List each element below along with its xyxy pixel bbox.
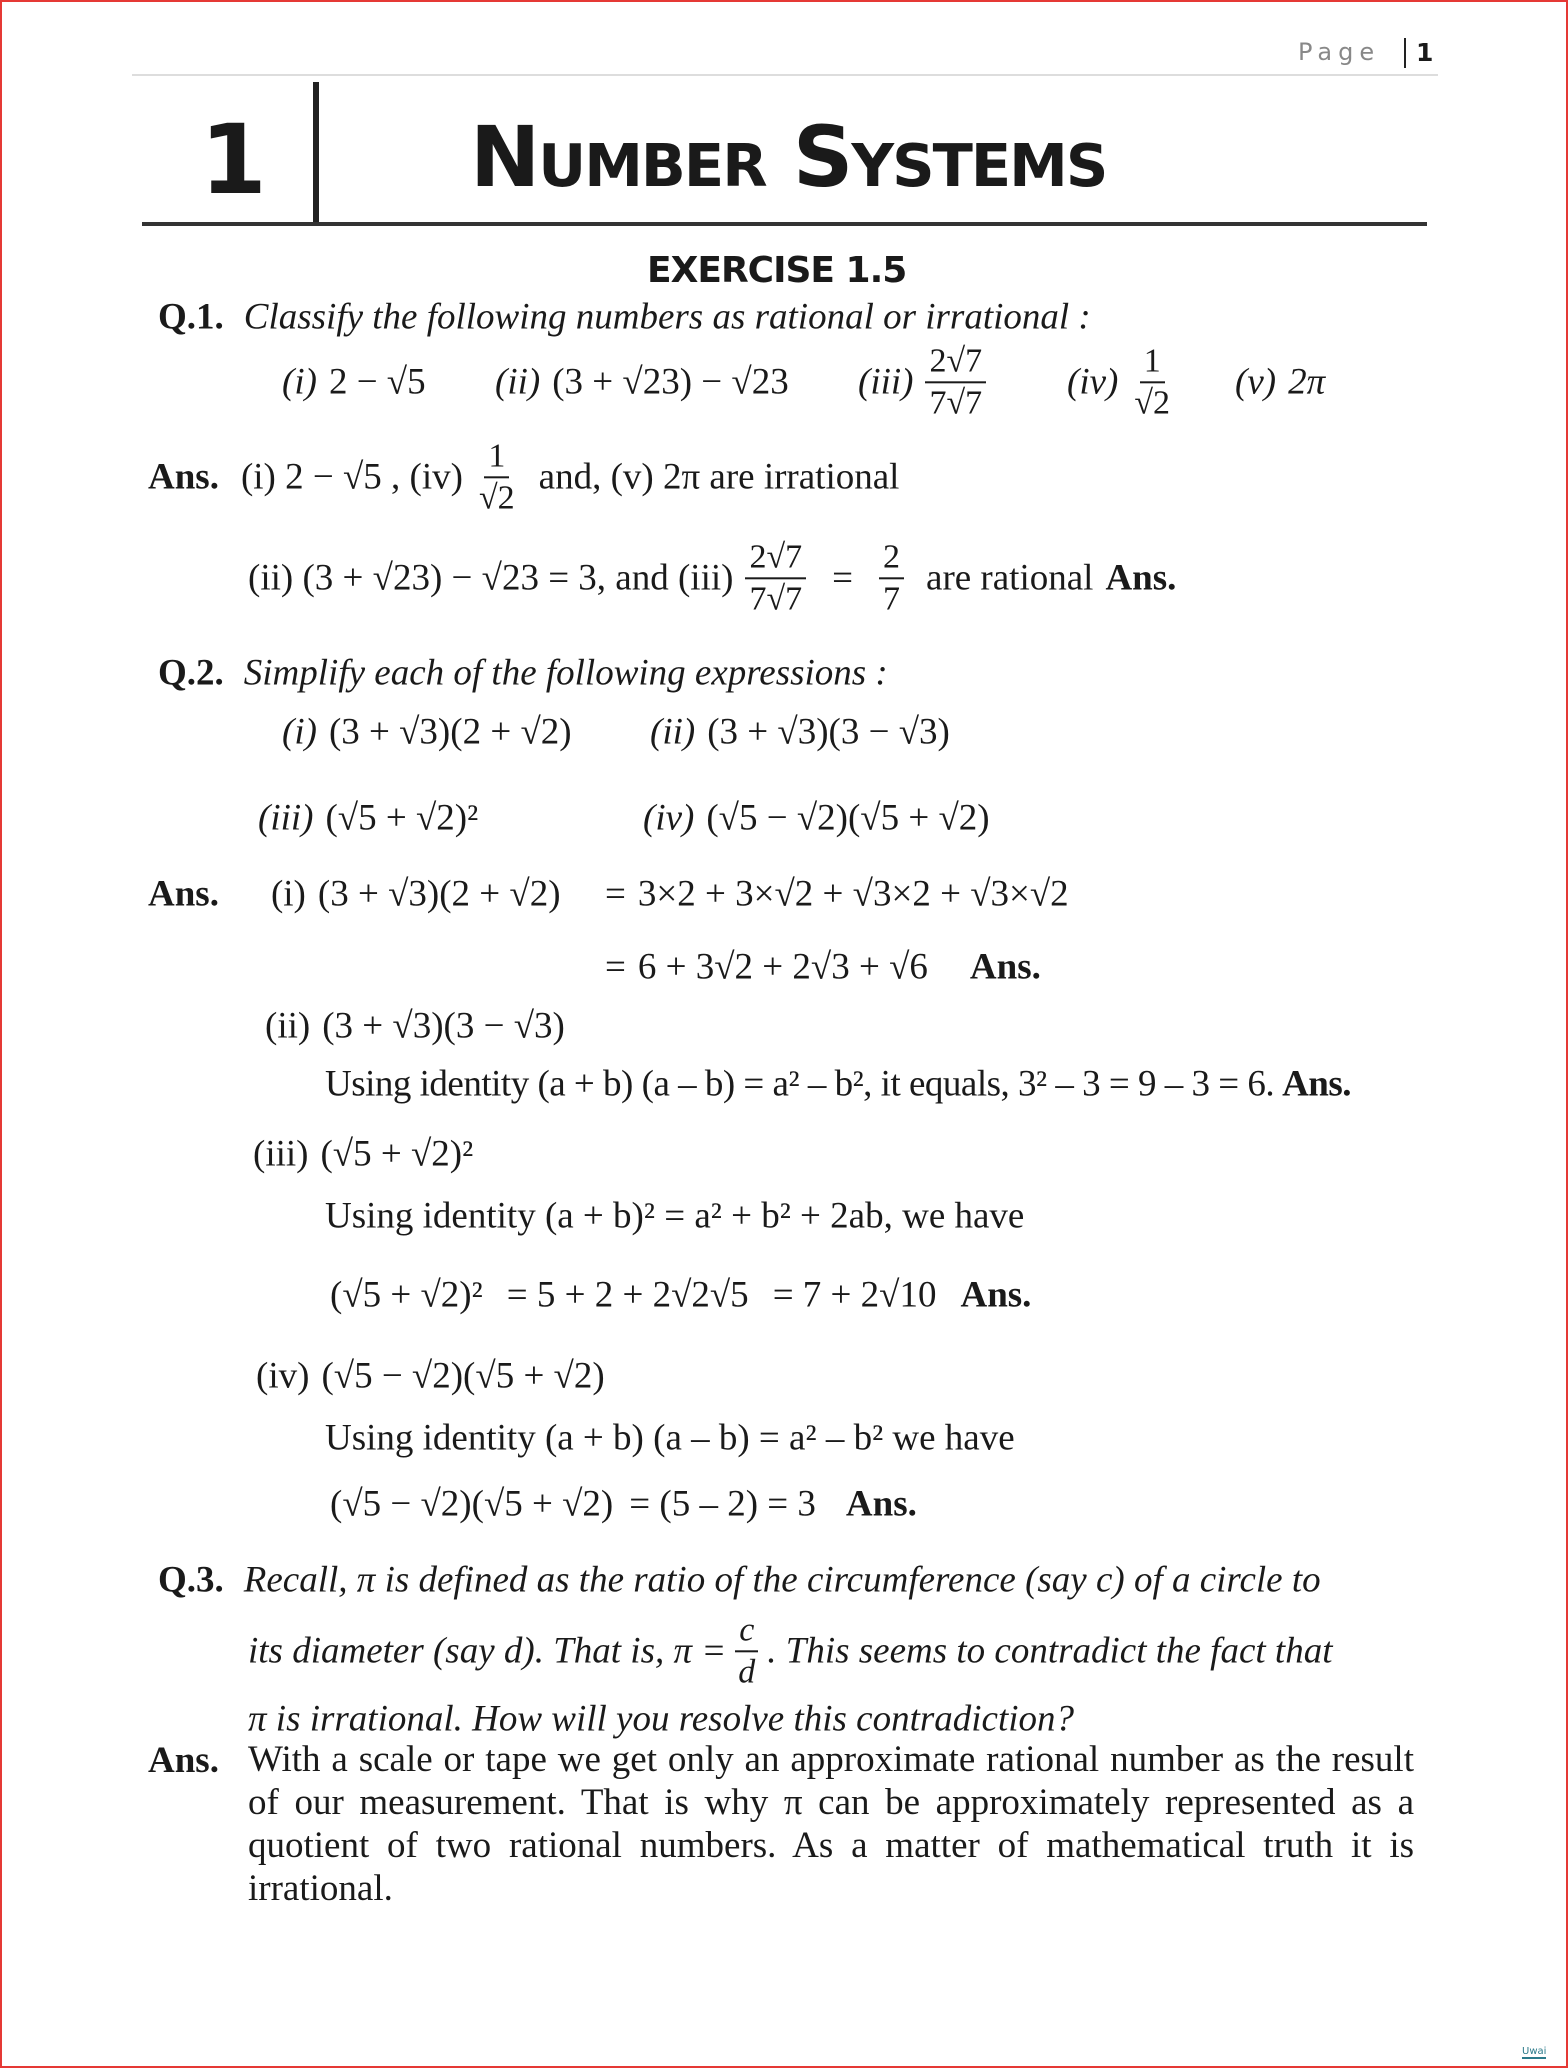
denominator: 7√7: [749, 580, 803, 617]
numerator: 1: [484, 438, 509, 478]
ans-text: Using identity (a + b) (a – b) = a² – b² we have: [325, 1417, 1015, 1459]
option-label: (iii): [258, 797, 314, 839]
q3-line-3: [248, 1698, 1074, 1741]
numerator: c: [735, 1612, 758, 1652]
option-expr: (3 + √23) − √23: [552, 361, 789, 403]
exercise-title: EXERCISE 1.5: [647, 250, 907, 291]
denominator: √2: [478, 479, 515, 516]
answer-2-iv-work: [330, 1483, 917, 1526]
ans-label: Ans.: [148, 456, 219, 498]
question-1: [158, 296, 1091, 339]
q1-text: Classify the following numbers as rational or irrational :: [243, 296, 1091, 338]
q3-label: Q.3.: [158, 1559, 224, 1601]
a3-text: With a scale or tape we get only an approximate rational number as the result of our measurement. That is why π can be approximately represented as a quotient of two rational numbers. As a matter of mathematical truth it is irrational.: [248, 1739, 1414, 1909]
option-label: (i): [282, 711, 317, 753]
expr: (√5 − √2)(√5 + √2): [321, 1355, 605, 1397]
ans-mark: Ans.: [1282, 1063, 1352, 1105]
ans-text: (i) 2 − √5 , (iv): [240, 456, 463, 498]
expr: (√5 + √2)²: [330, 1274, 483, 1316]
option-expr: (3 + √3)(2 + √2): [328, 711, 572, 753]
q3-line-2: [248, 1612, 1332, 1689]
equals: =: [605, 873, 626, 915]
q1-option-iii: [858, 343, 986, 420]
q2-option-iv: [643, 797, 990, 840]
answer-2-i-rhs2: [605, 946, 1041, 989]
option-label: (iii): [858, 361, 914, 403]
denominator: 7: [883, 580, 901, 617]
answer-2-iii-work: [330, 1274, 1031, 1317]
denominator: 7√7: [929, 384, 983, 421]
chapter-title: Number Systems: [470, 108, 1107, 206]
option-expr: (√5 − √2)(√5 + √2): [706, 797, 990, 839]
option-label: (ii): [495, 361, 541, 403]
q1-option-i: [282, 361, 426, 404]
ans-text: (ii) (3 + √23) − √23 = 3, and (iii): [248, 557, 734, 599]
ans-text: and, (v) 2π are irrational: [538, 456, 900, 498]
equals: =: [605, 946, 626, 988]
q3-text: its diameter (say d). That is, π =: [248, 1630, 727, 1672]
q3-text: π is irrational. How will you resolve this contradiction?: [248, 1698, 1075, 1740]
part-label: (iii): [253, 1133, 309, 1175]
part-label: (iv): [256, 1355, 310, 1397]
footer-logo: Uwai: [1522, 2046, 1547, 2057]
fraction: [925, 343, 986, 420]
answer-1-line-1: [148, 438, 899, 515]
part-label: (i): [270, 873, 306, 915]
expr: 6 + 3√2 + 2√3 + √6: [637, 946, 928, 988]
expr: = 7 + 2√10: [772, 1274, 937, 1316]
page-number: 1: [1416, 38, 1434, 67]
answer-1-line-2: [248, 539, 1176, 616]
equals: =: [832, 557, 854, 599]
answer-2-ii: [265, 1005, 565, 1048]
ans-text: Using identity (a + b) (a – b) = a² – b², it equals, 3² – 3 = 9 – 3 = 6.: [325, 1063, 1275, 1105]
expr: (√5 + √2)²: [320, 1133, 474, 1175]
page-divider: [1404, 38, 1406, 68]
fraction: [745, 539, 806, 616]
expr: (3 + √3)(3 − √3): [322, 1005, 565, 1047]
q1-option-v: [1235, 361, 1325, 404]
fraction: [1130, 343, 1174, 420]
numerator: 2√7: [925, 343, 986, 383]
a3-label: Ans.: [148, 1740, 219, 1781]
option-label: (ii): [650, 711, 696, 753]
fraction: [879, 539, 904, 616]
numerator: 1: [1140, 343, 1165, 383]
ans-mark: Ans.: [960, 1274, 1032, 1316]
question-3: [158, 1559, 1321, 1602]
part-label: (ii): [265, 1005, 311, 1047]
question-2: [158, 652, 888, 695]
q3-text: . This seems to contradict the fact that: [767, 1630, 1333, 1672]
option-expr: (√5 + √2)²: [325, 797, 479, 839]
option-label: (iv): [643, 797, 695, 839]
option-label: (iv): [1067, 361, 1119, 403]
numerator: 2√7: [745, 539, 806, 579]
q1-label: Q.1.: [158, 296, 224, 338]
q1-option-iv: [1067, 343, 1174, 420]
expr: (√5 − √2)(√5 + √2): [330, 1483, 614, 1525]
ans-mark: Ans.: [1105, 557, 1177, 599]
q1-option-ii: [495, 361, 789, 404]
expr: = (5 – 2) = 3: [629, 1483, 816, 1525]
fraction: [475, 438, 519, 515]
expr: = 5 + 2 + 2√2√5: [506, 1274, 749, 1316]
answer-2-iv-text: [325, 1417, 1015, 1460]
option-label: (i): [282, 361, 317, 403]
denominator: d: [738, 1653, 756, 1690]
header-rule: [132, 74, 1438, 76]
chapter-number: 1: [200, 104, 267, 216]
q2-option-ii: [650, 711, 950, 754]
q2-option-iii: [258, 797, 478, 840]
answer-2-iii: [253, 1133, 473, 1176]
answer-2-ii-text: [325, 1063, 1351, 1106]
expr: (3 + √3)(2 + √2): [317, 873, 561, 915]
q2-text: Simplify each of the following expressions :: [243, 652, 888, 694]
answer-2-iii-text: [325, 1195, 1024, 1238]
page-label-text: Page: [1298, 38, 1381, 66]
answer-2-i-rhs1: [605, 873, 1069, 916]
numerator: 2: [879, 539, 904, 579]
page-label: [1298, 38, 1380, 66]
q3-text: Recall, π is defined as the ratio of the circumference (say c) of a circle to: [243, 1559, 1321, 1601]
answer-2-iv: [256, 1355, 605, 1398]
option-expr: 2π: [1288, 361, 1326, 403]
expr: 3×2 + 3×√2 + √3×2 + √3×√2: [637, 873, 1069, 915]
chapter-divider: [313, 82, 319, 222]
option-expr: 2 − √5: [328, 361, 426, 403]
ans-mark: Ans.: [969, 946, 1041, 988]
option-expr: (3 + √3)(3 − √3): [707, 711, 950, 753]
ans-mark: Ans.: [845, 1483, 917, 1525]
denominator: √2: [1134, 384, 1171, 421]
chapter-rule: [142, 222, 1427, 226]
ans-text: are rational: [926, 557, 1094, 599]
q2-option-i: [282, 711, 572, 754]
q2-label: Q.2.: [158, 652, 224, 694]
fraction: [734, 1612, 759, 1689]
ans-label: Ans.: [148, 873, 219, 915]
answer-2-i: [148, 873, 561, 916]
ans-text: Using identity (a + b)² = a² + b² + 2ab, we have: [325, 1195, 1025, 1237]
option-label: (v): [1235, 361, 1277, 403]
